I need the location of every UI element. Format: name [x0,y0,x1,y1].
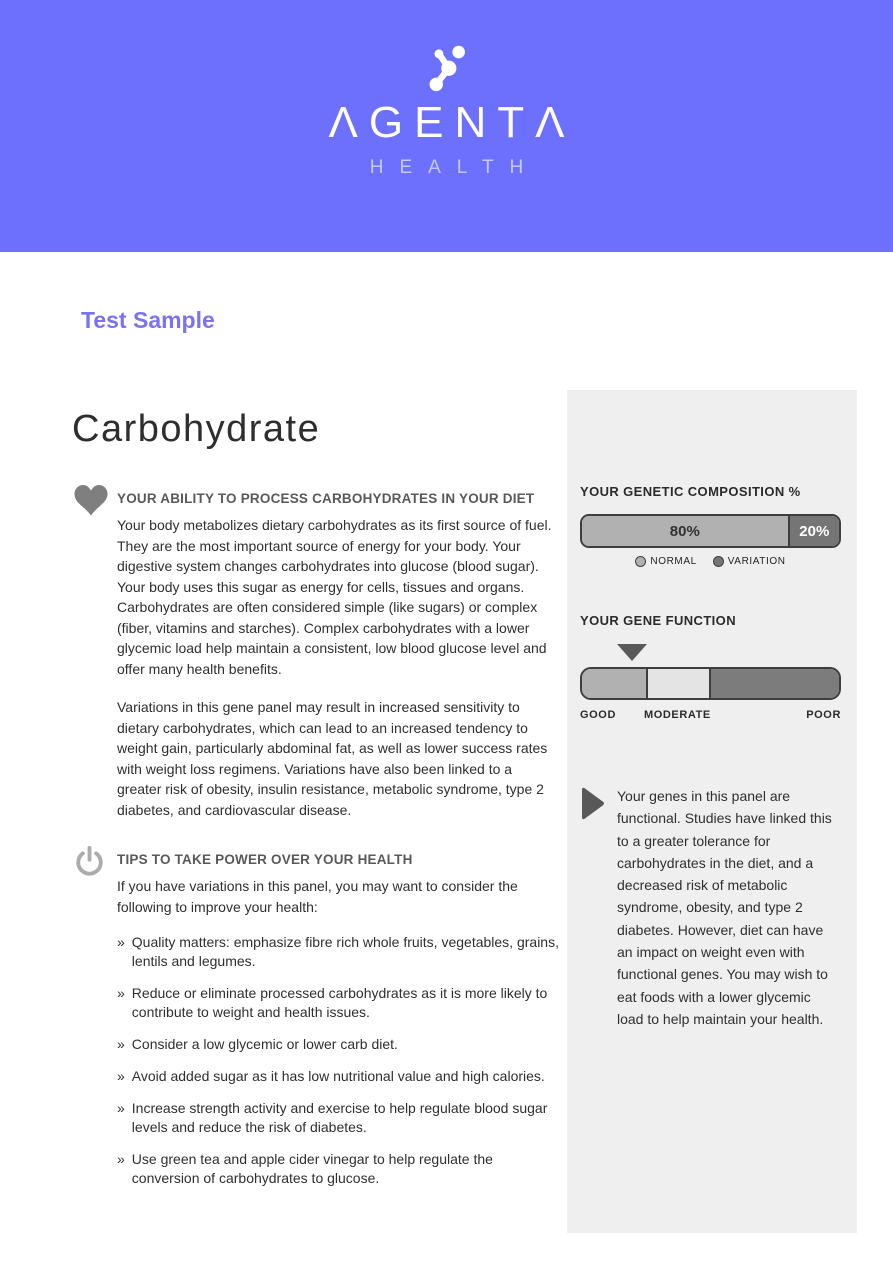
normal-percentage: 80% [669,522,700,540]
heart-icon [74,485,108,516]
legend-label: VARIATION [727,556,786,567]
result-summary [580,785,841,1030]
bullet-marker: » [117,985,125,1001]
variation-dot-icon [713,556,724,567]
result-text: Your genes in this panel are functional. Studies have linked this to a greater tolerance for carbohydrates in the diet, and a decreased risk of metabolic syndrome, obesity, and type 2 diabetes. However, diet can have an impact on weight even with functional genes. You may wish to eat foods with a lower glycemic load to help maintain your health. [617,788,832,1027]
tip-text: Consider a low glycemic or lower carb diet. [131,1036,398,1052]
results-sidebar [567,390,857,1233]
gene-function-good-segment [582,669,646,698]
label-moderate: MODERATE [643,709,711,721]
list-item [117,1067,560,1086]
gene-function-labels [580,709,841,723]
header-banner [0,0,893,252]
gene-function-moderate-segment [646,669,710,698]
tip-text: Increase strength activity and exercise to help regulate blood sugar levels and reduce the risk of diabetes. [131,1100,548,1135]
page-title: Carbohydrate [72,408,321,450]
composition-legend [580,556,841,567]
composition-normal-segment [582,516,788,546]
tips-heading: TIPS TO TAKE POWER OVER YOUR HEALTH [117,852,413,867]
label-poor: POOR [806,709,841,721]
tips-list [117,933,560,1188]
brand-wordmark: ΛGENTΛ [328,98,576,147]
power-icon [74,846,105,877]
gene-function-bar [580,667,841,700]
gene-function-poor-segment [711,669,840,698]
list-item [117,933,560,971]
list-item [117,1150,560,1188]
tip-text: Reduce or eliminate processed carbohydrates as it is more likely to contribute to weight and health issues. [131,985,548,1020]
label-good: GOOD [580,709,617,721]
tips-section [74,844,560,1188]
bullet-marker: » [117,1036,125,1052]
bullet-marker: » [117,1151,125,1167]
gene-function-pointer-track [580,644,841,663]
arrow-right-icon [580,787,605,820]
list-item [117,1035,560,1054]
pointer-triangle-icon [617,644,647,661]
list-item [117,984,560,1022]
list-item [117,1099,560,1137]
molecule-icon [420,44,474,96]
tips-intro: If you have variations in this panel, you may want to consider the following to improve your health: [117,878,518,915]
sample-name: Test Sample [81,307,215,333]
ability-heading: YOUR ABILITY TO PROCESS CARBOHYDRATES IN YOUR DIET [117,491,535,506]
normal-dot-icon [635,556,646,567]
ability-paragraph-2: Variations in this gene panel may result in increased sensitivity to dietary carbohydrates, which can lead to an increased tendency to weight gain, particularly abdominal fat, as well as lower success rates with weight loss regimens. Variations have also been linked to a greater risk of obesity, insulin resistance, metabolic syndrome, type 2 diabetes, and cardiovascular disease. [117,699,548,818]
brand-subtitle: HEALTH [369,157,540,179]
genetic-composition-bar [580,514,841,548]
tip-text: Avoid added sugar as it has low nutritional value and high calories. [131,1068,545,1084]
bullet-marker: » [117,934,125,950]
legend-item-normal [635,556,696,567]
gene-function-heading: YOUR GENE FUNCTION [580,613,736,628]
composition-variation-segment [788,516,839,546]
main-content [74,483,560,1201]
tip-text: Use green tea and apple cider vinegar to help regulate the conversion of carbohydrates to glucose. [131,1151,493,1186]
legend-item-variation [713,556,786,567]
variation-percentage: 20% [799,522,830,540]
bullet-marker: » [117,1100,125,1116]
genetic-composition-heading: YOUR GENETIC COMPOSITION % [580,484,801,499]
ability-paragraph-1: Your body metabolizes dietary carbohydrates as its first source of fuel. They are the most important source of energy for your body. Your digestive system changes carbohydrates into glucose (blood sugar). Your body uses this sugar as energy for cells, tissues and organs. Carbohydrates are often considered simple (like sugars) or complex (fiber, vitamins and starches). Complex carbohydrates with a lower glycemic load help maintain a consistent, low blood glucose level and offer many health benefits. [117,517,552,677]
bullet-marker: » [117,1068,125,1084]
legend-label: NORMAL [650,556,697,567]
ability-section [74,483,560,820]
tip-text: Quality matters: emphasize fibre rich whole fruits, vegetables, grains, lentils and legumes. [131,934,559,969]
